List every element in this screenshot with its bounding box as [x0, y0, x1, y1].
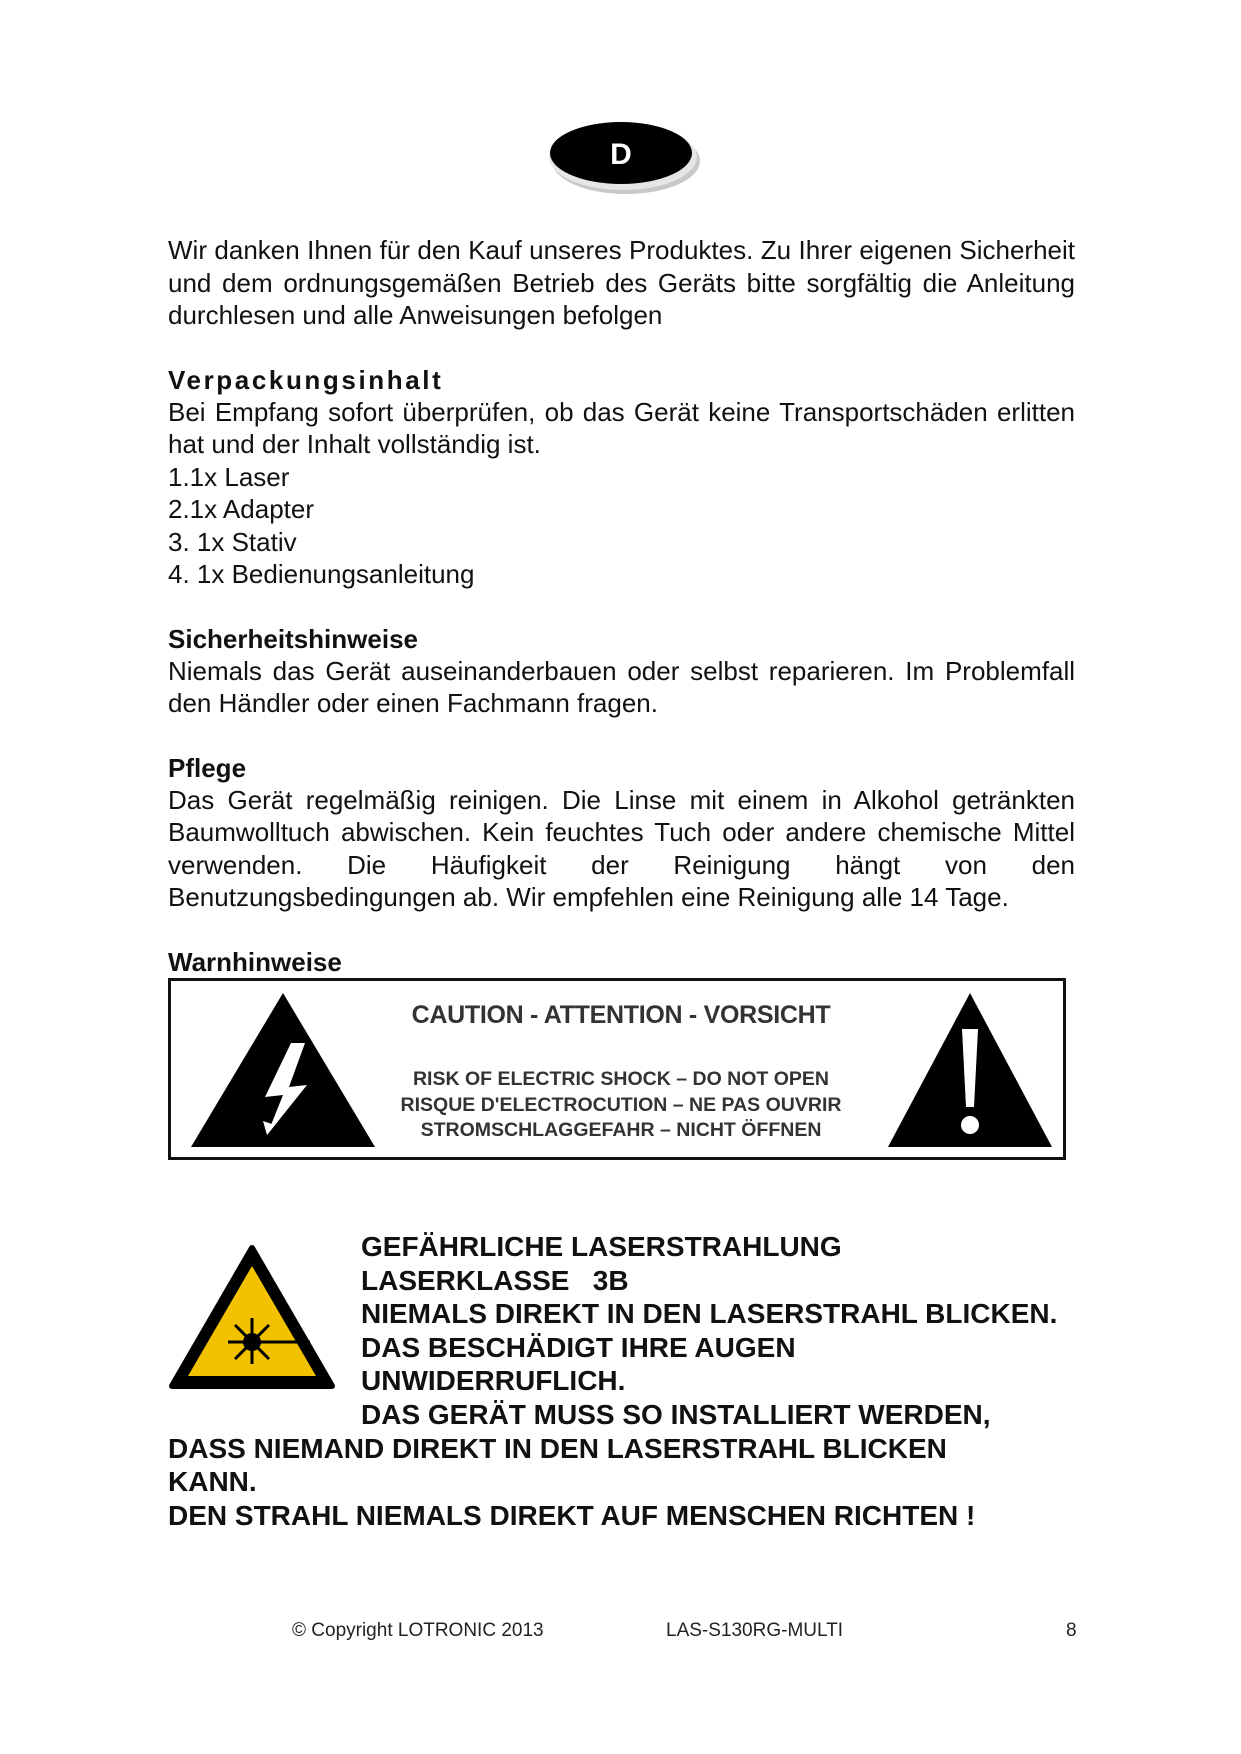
- caution-line: RISQUE D'ELECTROCUTION – NE PAS OUVRIR: [400, 1093, 842, 1116]
- laser-warning-line: LASERKLASSE 3B: [361, 1264, 629, 1296]
- list-item: 1.1x Laser: [168, 461, 290, 492]
- laser-hazard-icon: [168, 1244, 336, 1392]
- intro-paragraph: Wir danken Ihnen für den Kauf unseres Produktes. Zu Ihrer eigenen Sicherheit und dem ordnungsgemäßen Betrieb des Geräts bitte sorgfältig die Anleitung durchlesen und alle Anweisungen befolgen: [168, 235, 1075, 330]
- safety-heading: Sicherheitshinweise: [168, 623, 418, 654]
- laser-final-line: DEN STRAHL NIEMALS DIREKT AUF MENSCHEN RICHTEN !: [168, 1499, 976, 1531]
- care-text: Das Gerät regelmäßig reinigen. Die Linse mit einem in Alkohol getränkten Baumwolltuch abwischen. Kein feuchtes Tuch oder andere chemische Mittel verwenden. Die Häufigkeit der Reinigung hängt von den Benutzungsbedingungen ab. Wir empfehlen eine Reinigung alle 14 Tage.: [168, 784, 1075, 912]
- electric-shock-warning-icon: [187, 989, 379, 1151]
- caution-title: CAUTION - ATTENTION - VORSICHT: [411, 1001, 831, 1029]
- laser-warning-text: [361, 1230, 1121, 1398]
- laser-install-line: DAS GERÄT MUSS SO INSTALLIERT WERDEN,: [361, 1399, 991, 1430]
- list-item: 2.1x Adapter: [168, 494, 314, 524]
- laser-warning-line: DAS BESCHÄDIGT IHRE AUGEN: [361, 1331, 796, 1363]
- warnings-heading: Warnhinweise: [168, 946, 342, 977]
- care-heading: Pflege: [168, 752, 247, 783]
- caution-line: STROMSCHLAGGEFAHR – NICHT ÖFFNEN: [420, 1119, 822, 1141]
- footer-model: LAS-S130RG-MULTI: [666, 1620, 844, 1641]
- laser-install-line: KANN.: [168, 1466, 257, 1498]
- caution-lines: [371, 1067, 871, 1144]
- packaging-heading: Verpackungsinhalt: [168, 364, 444, 395]
- caution-box: [168, 978, 1066, 1160]
- document-body: [168, 234, 1075, 978]
- exclamation-warning-icon: [884, 989, 1056, 1151]
- laser-install-line: DASS NIEMAND DIREKT IN DEN LASERSTRAHL BLICKEN: [168, 1432, 947, 1464]
- packaging-list: [168, 461, 1075, 591]
- packaging-text: Bei Empfang sofort überprüfen, ob das Gerät keine Transportschäden erlitten hat und der Inhalt vollständig ist.: [168, 396, 1075, 459]
- page-number: 8: [1066, 1620, 1077, 1641]
- laser-warning-line: NIEMALS DIREKT IN DEN LASERSTRAHL BLICKEN.: [361, 1298, 1058, 1330]
- laser-warning-line: GEFÄHRLICHE LASERSTRAHLUNG: [361, 1231, 842, 1262]
- language-badge: [544, 113, 702, 197]
- laser-install-warning: [168, 1398, 1088, 1532]
- footer-copyright: © Copyright LOTRONIC 2013: [292, 1620, 544, 1641]
- laser-warning-line: UNWIDERRUFLICH.: [361, 1365, 626, 1397]
- list-item: 3. 1x Stativ: [168, 526, 297, 557]
- language-badge-label: D: [610, 138, 632, 171]
- safety-text: Niemals das Gerät auseinanderbauen oder selbst reparieren. Im Problemfall den Händler oder einen Fachmann fragen.: [168, 655, 1075, 718]
- list-item: 4. 1x Bedienungsanleitung: [168, 559, 475, 589]
- caution-line: RISK OF ELECTRIC SHOCK – DO NOT OPEN: [412, 1068, 830, 1090]
